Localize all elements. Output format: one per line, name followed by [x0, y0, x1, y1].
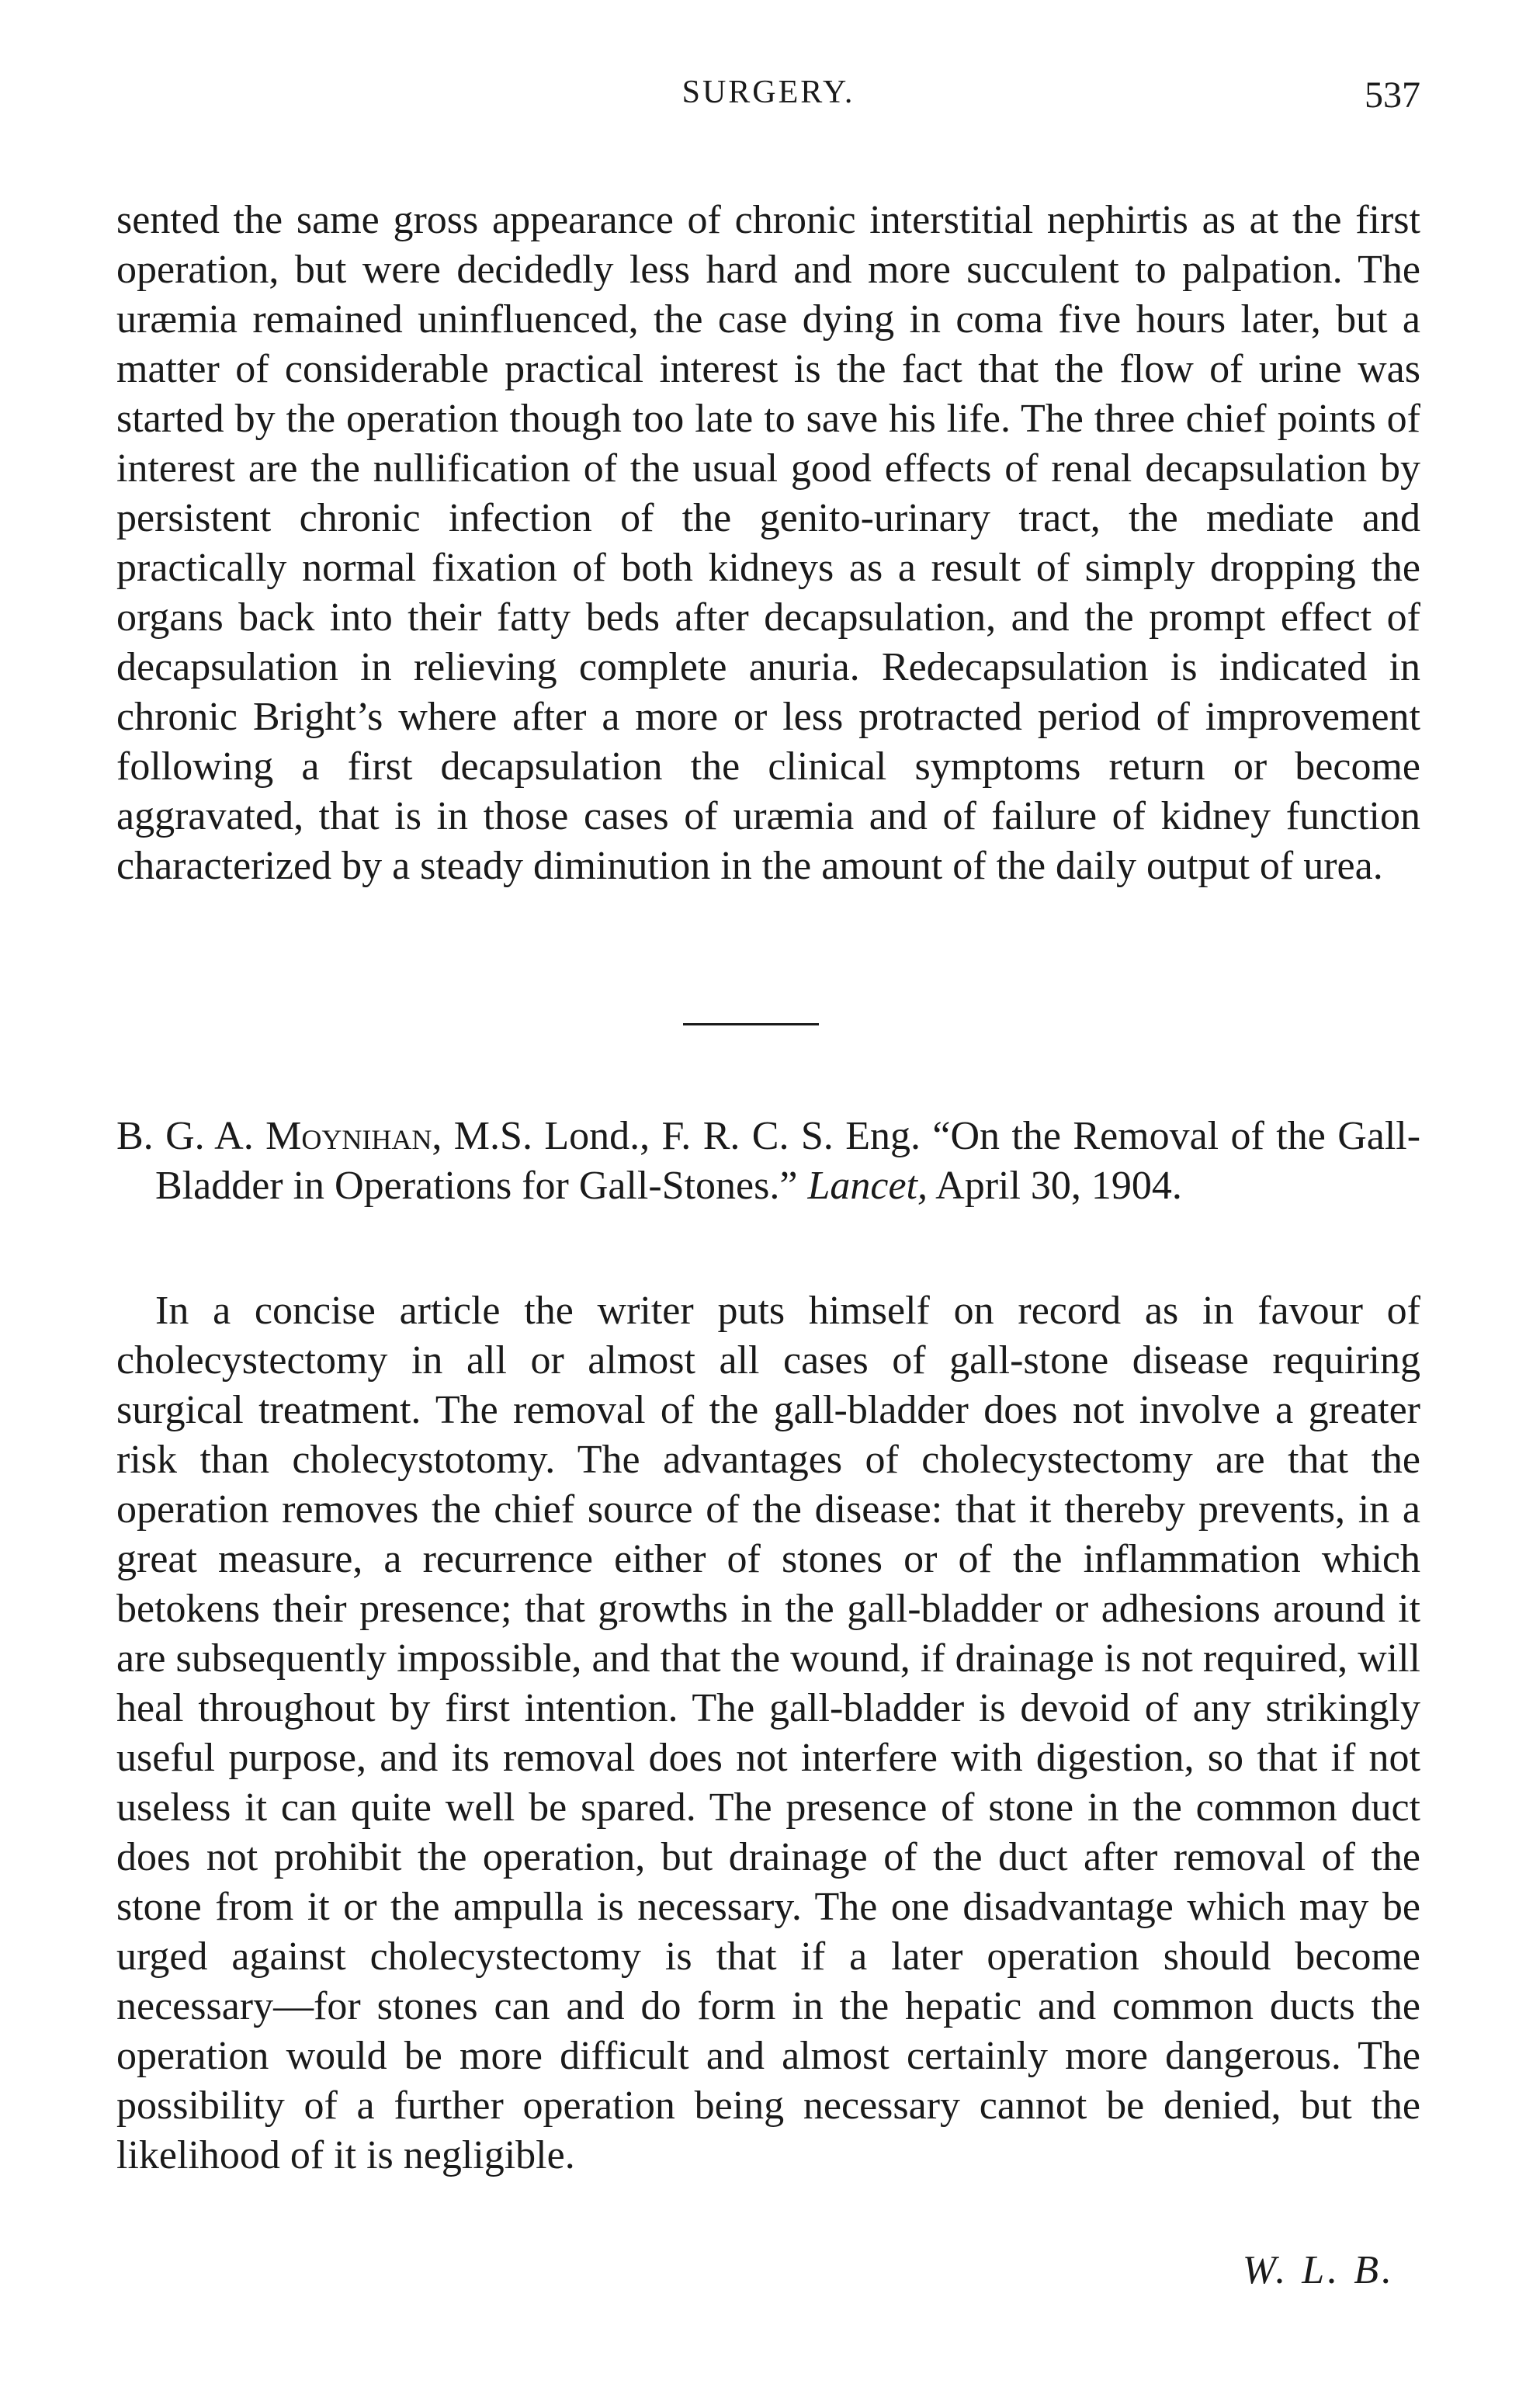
page-number: 537 [1365, 75, 1420, 116]
running-header [116, 74, 1420, 136]
reviewer-signature: W. L. B. [1242, 2248, 1395, 2292]
summary-paragraph: In a concise article the writer puts himself on record as in favour of cholecystectomy in all or almost all cases of gall-stone disease requiring surgical treatment. The removal of the gall-bladder does not involve a greater risk than cholecystotomy. The advantages of cholecystectomy are that the operation removes the chief source of the disease: that it thereby prevents, in a great measure, a recurrence either of stones or of the inflammation which betokens their presence; that growths in the gall-bladder or adhesions around it are subsequently impossible, and that the wound, if drainage is not required, will heal throughout by first intention. The gall-bladder is devoid of any strikingly useful purpose, and its removal does not interfere with digestion, so that if not useless it can quite well be spared. The presence of stone in the common duct does not prohibit the operation, but drainage of the duct after removal of the stone from it or the ampulla is necessary. The one disadvantage which may be urged against cholecystectomy is that if a later operation should become necessary—for stones can and do form in the hepatic and common ducts the operation would be more difficult and almost certainly more dangerous. The possibility of a further operation being necessary cannot be denied, but the likelihood of it is negligible. [116, 1289, 1420, 2177]
reference-date: April 30, 1904. [935, 1164, 1182, 1208]
reference-author-surname: Moynihan [265, 1114, 432, 1158]
section-divider [683, 1023, 819, 1025]
reference-credentials: , M.S. Lond., F. R. C. S. Eng. [432, 1114, 921, 1158]
reference-journal: Lancet, [807, 1164, 928, 1208]
running-title: SURGERY. [681, 75, 855, 110]
continuation-paragraph: sented the same gross appearance of chronic interstitial nephirtis as at the first operation, but were decidedly less hard and more succulent to palpation. The uræmia remained uninfluenced, the case dying in coma five hours later, but a matter of considerable practical interest is the fact that the flow of urine was started by the operation though too late to save his life. The three chief points of interest are the nullification of the usual good effects of renal decapsulation by persistent chronic infection of the genito-urinary tract, the mediate and practically normal fixation of both kidneys as a result of simply dropping the organs back into their fatty beds after decapsulation, and the prompt effect of decapsulation in relieving complete anuria. Redecapsulation is indicated in chronic Bright’s where after a more or less protracted period of improvement following a first decapsulation the clinical symptoms return or become aggravated, that is in those cases of uræmia and of failure of kidney function characterized by a steady diminution in the amount of the daily output of urea. [116, 198, 1420, 888]
reference-author-initials: B. G. A. [116, 1114, 254, 1158]
reference-article-title: “On the Removal of the Gall-Bladder in Operations for Gall-Stones.” [155, 1114, 1421, 1208]
reference-citation [116, 1112, 1420, 1211]
